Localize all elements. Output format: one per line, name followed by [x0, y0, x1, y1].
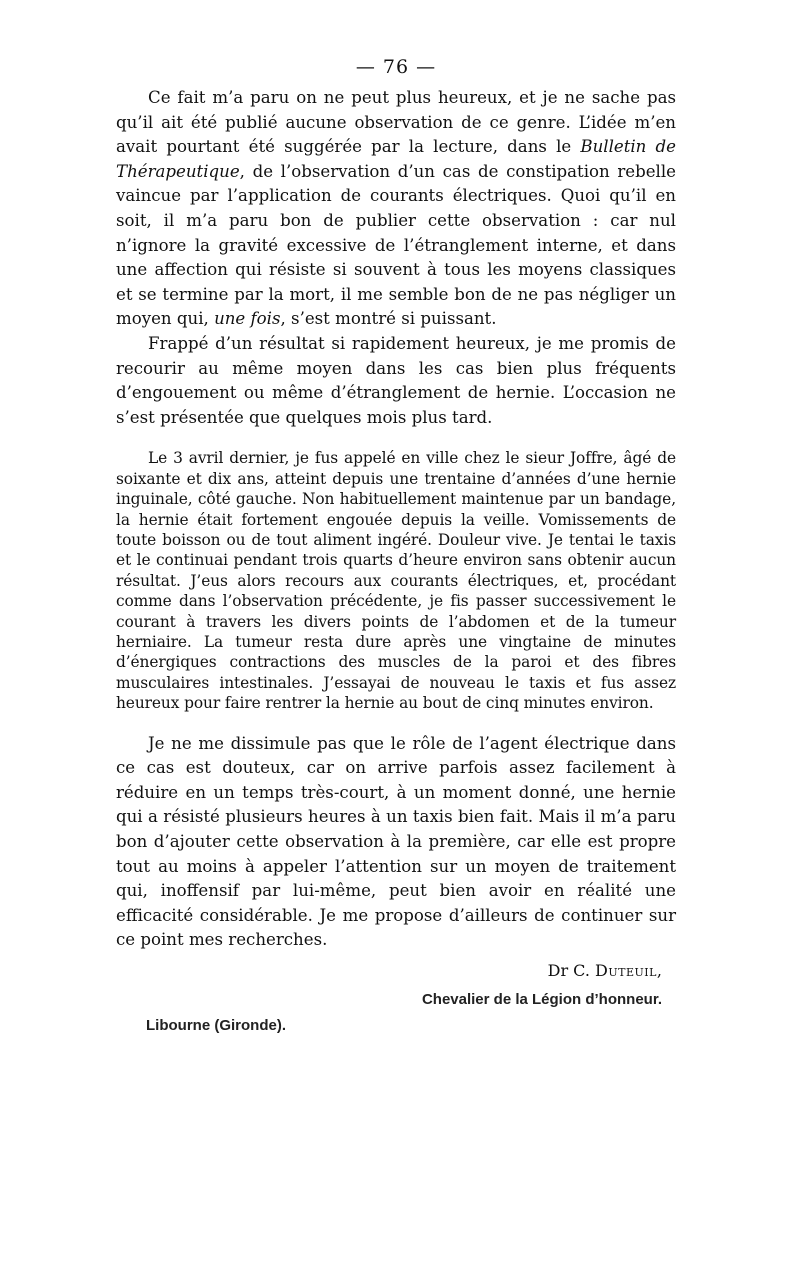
- paragraph-1: [116, 86, 676, 332]
- signature-block: [116, 960, 676, 1034]
- document-page: [116, 56, 676, 1034]
- signature-title: Chevalier de la Légion d’honneur.: [421, 990, 662, 1008]
- page-number: — 76 —: [355, 56, 437, 78]
- paragraph-4: Je ne me dissimule pas que le rôle de l’agent électrique dans ce cas est douteux, car on arrive parfois assez facilement à réduire en un temps très-court, à un moment donné, une hernie qui a résisté plusieurs heures à un taxis bien fait. Mais il m’a paru bon d’ajouter cette observation à la première, car elle est propre tout au moins à appeler l’attention sur un moyen de traitement qui, inoffensif par lui-même, peut bien avoir en réalité une efficacité considérable. Je me propose d’ailleurs de continuer sur ce point mes recherches.: [116, 733, 676, 950]
- p1-emphasis: une fois: [214, 309, 281, 329]
- paragraph-observation: Le 3 avril dernier, je fus appelé en ville chez le sieur Joffre, âgé de soixante et dix ans, atteint depuis une trentaine d’années d’une hernie inguinale, côté gauche. Non habituellement maintenue par un bandage, la hernie était fortement engouée depuis la veille. Vomissements de toute boisson ou de tout aliment ingéré. Douleur vive. Je tentai le taxis et le continuai pendant trois quarts d’heure environ sans obtenir aucun résultat. J’eus alors recours aux courants électriques, et, procédant comme dans l’observation précédente, je fis passer successivement le courant à travers les divers points de l’abdomen et de la tumeur herniaire. La tumeur resta dure après une vingtaine de minutes d’énergiques contractions des muscles de la paroi et des fibres musculaires intestinales. J’essayai de nouveau le taxis et fus assez heureux pour faire rentrer la hernie au bout de cinq minutes environ.: [116, 449, 676, 713]
- p1-text-b: , de l’observation d’un cas de constipation rebelle vaincue par l’application de courants électriques. Quoi qu’il en soit, il m’a paru bon de publier cette observation : car nul n’ignore la gravité excessive de l’étranglement interne, et dans une affection qui résiste si souvent à tous les moyens classiques et se termine par la mort, il me semble bon de ne pas négliger un moyen qui,: [116, 161, 676, 329]
- place-line: Libourne (Gironde).: [146, 1016, 286, 1034]
- p1-text-c: , s’est montré si puissant.: [280, 309, 497, 329]
- section-gap: [116, 714, 676, 732]
- signature-surname: Duteuil: [595, 960, 657, 980]
- signature-prefix: Dr C.: [547, 960, 596, 980]
- signature-suffix: ,: [656, 960, 662, 980]
- p1-text-a: Ce fait m’a paru on ne peut plus heureux, et je ne sache pas qu’il ait été publié aucune observation de ce genre. L’idée m’en avait pourtant été suggérée par la lecture, dans le: [116, 88, 676, 157]
- section-gap: [116, 430, 676, 448]
- p1-journal-title: Bulletin de Thérapeutique: [116, 137, 676, 181]
- paragraph-2: Frappé d’un résultat si rapidement heureux, je me promis de recourir au même moyen dans les cas bien plus fréquents d’engouement ou même d’étranglement de hernie. L’occasion ne s’est présentée que quelques mois plus tard.: [116, 333, 676, 427]
- signature-name: [548, 961, 662, 980]
